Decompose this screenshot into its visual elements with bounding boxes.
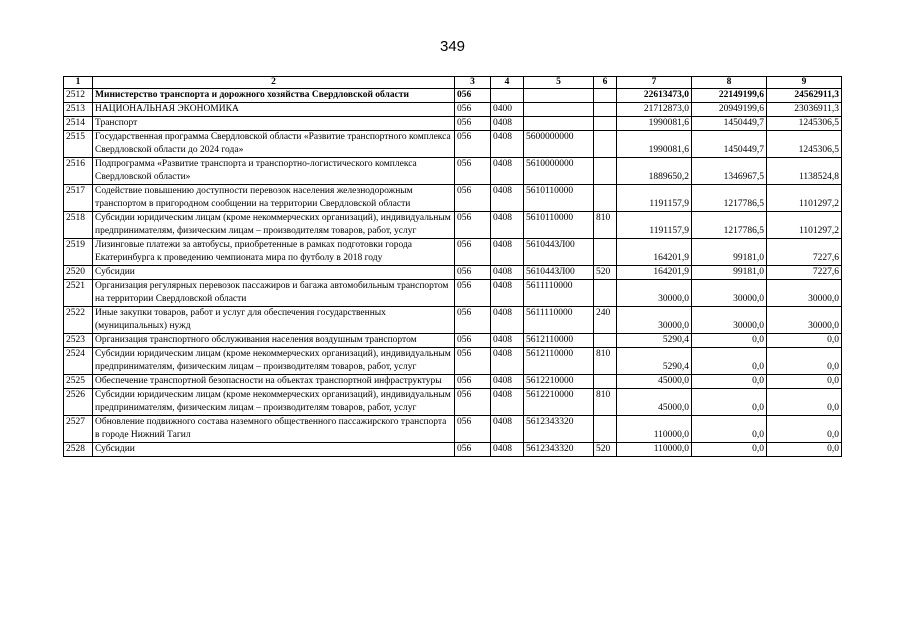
amount-col-9: 1101297,2: [767, 212, 842, 239]
budget-table: [63, 76, 842, 457]
section-code: 0408: [491, 131, 524, 158]
section-code: 0408: [491, 280, 524, 307]
expense-type-code: [594, 280, 617, 307]
column-header: 5: [524, 77, 594, 89]
row-number: 2527: [64, 416, 93, 443]
target-article-code: 561044ЗЛ00: [524, 266, 594, 280]
amount-col-8: 30000,0: [692, 280, 767, 307]
amount-col-7: 30000,0: [617, 280, 692, 307]
expense-type-code: 520: [594, 266, 617, 280]
amount-col-8: 22149199,6: [692, 89, 767, 103]
table-row: [64, 185, 842, 212]
amount-col-7: 164201,9: [617, 266, 692, 280]
target-article-code: 5612210000: [524, 389, 594, 416]
admin-code: 056: [455, 348, 491, 375]
admin-code: 056: [455, 266, 491, 280]
amount-col-9: 30000,0: [767, 280, 842, 307]
section-code: 0408: [491, 185, 524, 212]
amount-col-7: 1990081,6: [617, 117, 692, 131]
row-number: 2520: [64, 266, 93, 280]
amount-col-8: 1217786,5: [692, 185, 767, 212]
amount-col-9: 1138524,8: [767, 158, 842, 185]
row-number: 2514: [64, 117, 93, 131]
expense-type-code: [594, 416, 617, 443]
expense-type-code: [594, 334, 617, 348]
row-description: Обновление подвижного состава наземного общественного пассажирского транспорта в городе Нижний Тагил: [93, 416, 455, 443]
expense-type-code: [594, 375, 617, 389]
section-code: 0408: [491, 443, 524, 457]
admin-code: 056: [455, 375, 491, 389]
admin-code: 056: [455, 443, 491, 457]
row-description: Министерство транспорта и дорожного хозяйства Свердловской области: [93, 89, 455, 103]
target-article-code: 5611110000: [524, 280, 594, 307]
section-code: 0408: [491, 389, 524, 416]
expense-type-code: 810: [594, 348, 617, 375]
target-article-code: [524, 89, 594, 103]
row-description: Субсидии юридическим лицам (кроме некоммерческих организаций), индивидуальным предпринимателям, физическим лицам – производителям товаров, работ, услуг: [93, 348, 455, 375]
amount-col-7: 21712873,0: [617, 103, 692, 117]
row-description: Содействие повышению доступности перевозок населения железнодорожным транспортом в пригородном сообщении на территории Свердловской области: [93, 185, 455, 212]
expense-type-code: 810: [594, 389, 617, 416]
admin-code: 056: [455, 117, 491, 131]
amount-col-8: 0,0: [692, 389, 767, 416]
admin-code: 056: [455, 416, 491, 443]
table-row: [64, 158, 842, 185]
expense-type-code: [594, 117, 617, 131]
amount-col-9: 23036911,3: [767, 103, 842, 117]
row-description: НАЦИОНАЛЬНАЯ ЭКОНОМИКА: [93, 103, 455, 117]
row-description: Организация транспортного обслуживания населения воздушным транспортом: [93, 334, 455, 348]
target-article-code: [524, 117, 594, 131]
amount-col-9: 0,0: [767, 348, 842, 375]
section-code: 0408: [491, 266, 524, 280]
row-number: 2512: [64, 89, 93, 103]
admin-code: 056: [455, 185, 491, 212]
section-code: 0408: [491, 334, 524, 348]
amount-col-8: 1346967,5: [692, 158, 767, 185]
row-description: Субсидии юридическим лицам (кроме некоммерческих организаций), индивидуальным предпринимателям, физическим лицам – производителям товаров, работ, услуг: [93, 389, 455, 416]
section-code: 0408: [491, 416, 524, 443]
row-number: 2523: [64, 334, 93, 348]
amount-col-9: 0,0: [767, 443, 842, 457]
amount-col-9: 0,0: [767, 375, 842, 389]
admin-code: 056: [455, 239, 491, 266]
amount-col-8: 0,0: [692, 416, 767, 443]
amount-col-9: 0,0: [767, 416, 842, 443]
row-number: 2513: [64, 103, 93, 117]
section-code: 0408: [491, 117, 524, 131]
amount-col-8: 20949199,6: [692, 103, 767, 117]
table-row: [64, 375, 842, 389]
table-header-row: [64, 77, 842, 89]
amount-col-8: 99181,0: [692, 239, 767, 266]
row-number: 2526: [64, 389, 93, 416]
amount-col-8: 1450449,7: [692, 131, 767, 158]
amount-col-7: 164201,9: [617, 239, 692, 266]
table-row: [64, 389, 842, 416]
table-row: [64, 307, 842, 334]
table-row: [64, 131, 842, 158]
amount-col-8: 1450449,7: [692, 117, 767, 131]
column-header: 9: [767, 77, 842, 89]
expense-type-code: [594, 185, 617, 212]
amount-col-9: 30000,0: [767, 307, 842, 334]
target-article-code: 5612210000: [524, 375, 594, 389]
target-article-code: 561044ЗЛ00: [524, 239, 594, 266]
target-article-code: 5612343320: [524, 443, 594, 457]
target-article-code: 5610000000: [524, 158, 594, 185]
target-article-code: 5610110000: [524, 212, 594, 239]
admin-code: 056: [455, 131, 491, 158]
admin-code: 056: [455, 334, 491, 348]
amount-col-7: 1191157,9: [617, 212, 692, 239]
column-header: 4: [491, 77, 524, 89]
row-number: 2518: [64, 212, 93, 239]
amount-col-9: 0,0: [767, 389, 842, 416]
row-number: 2525: [64, 375, 93, 389]
page-number: 349: [439, 38, 466, 55]
expense-type-code: 240: [594, 307, 617, 334]
row-description: Субсидии: [93, 443, 455, 457]
amount-col-7: 1191157,9: [617, 185, 692, 212]
section-code: 0408: [491, 375, 524, 389]
section-code: [491, 89, 524, 103]
amount-col-9: 7227,6: [767, 239, 842, 266]
row-description: Подпрограмма «Развитие транспорта и транспортно-логистического комплекса Свердловской области»: [93, 158, 455, 185]
row-number: 2519: [64, 239, 93, 266]
admin-code: 056: [455, 89, 491, 103]
row-number: 2517: [64, 185, 93, 212]
amount-col-9: 1101297,2: [767, 185, 842, 212]
row-description: Лизинговые платежи за автобусы, приобретенные в рамках подготовки города Екатеринбурга к проведению чемпионата мира по футболу в 2018 году: [93, 239, 455, 266]
row-number: 2516: [64, 158, 93, 185]
row-description: Организация регулярных перевозок пассажиров и багажа автомобильным транспортом на территории Свердловской области: [93, 280, 455, 307]
row-number: 2521: [64, 280, 93, 307]
amount-col-9: 0,0: [767, 334, 842, 348]
row-number: 2515: [64, 131, 93, 158]
table-row: [64, 212, 842, 239]
expense-type-code: [594, 89, 617, 103]
target-article-code: 5612343320: [524, 416, 594, 443]
amount-col-7: 22613473,0: [617, 89, 692, 103]
row-description: Субсидии: [93, 266, 455, 280]
table-row: [64, 89, 842, 103]
table-row: [64, 266, 842, 280]
amount-col-8: 0,0: [692, 443, 767, 457]
amount-col-7: 5290,4: [617, 348, 692, 375]
expense-type-code: [594, 103, 617, 117]
admin-code: 056: [455, 389, 491, 416]
column-header: 7: [617, 77, 692, 89]
amount-col-7: 45000,0: [617, 389, 692, 416]
column-header: 1: [64, 77, 93, 89]
column-header: 8: [692, 77, 767, 89]
amount-col-7: 5290,4: [617, 334, 692, 348]
section-code: 0400: [491, 103, 524, 117]
amount-col-7: 1990081,6: [617, 131, 692, 158]
table-row: [64, 334, 842, 348]
column-header: 3: [455, 77, 491, 89]
target-article-code: 5610110000: [524, 185, 594, 212]
expense-type-code: [594, 131, 617, 158]
table-row: [64, 416, 842, 443]
amount-col-9: 7227,6: [767, 266, 842, 280]
table-row: [64, 103, 842, 117]
amount-col-9: 1245306,5: [767, 131, 842, 158]
row-number: 2524: [64, 348, 93, 375]
amount-col-8: 30000,0: [692, 307, 767, 334]
amount-col-7: 45000,0: [617, 375, 692, 389]
target-article-code: 5612110000: [524, 348, 594, 375]
amount-col-8: 0,0: [692, 348, 767, 375]
target-article-code: [524, 103, 594, 117]
table-row: [64, 280, 842, 307]
target-article-code: 5600000000: [524, 131, 594, 158]
expense-type-code: 810: [594, 212, 617, 239]
section-code: 0408: [491, 239, 524, 266]
target-article-code: 5611110000: [524, 307, 594, 334]
expense-type-code: [594, 158, 617, 185]
section-code: 0408: [491, 212, 524, 239]
section-code: 0408: [491, 158, 524, 185]
row-description: Субсидии юридическим лицам (кроме некоммерческих организаций), индивидуальным предпринимателям, физическим лицам – производителям товаров, работ, услуг: [93, 212, 455, 239]
row-description: Обеспечение транспортной безопасности на объектах транспортной инфраструктуры: [93, 375, 455, 389]
amount-col-8: 99181,0: [692, 266, 767, 280]
column-header: 6: [594, 77, 617, 89]
table-row: [64, 117, 842, 131]
row-number: 2528: [64, 443, 93, 457]
table-row: [64, 443, 842, 457]
table-row: [64, 348, 842, 375]
amount-col-8: 1217786,5: [692, 212, 767, 239]
amount-col-9: 24562911,3: [767, 89, 842, 103]
expense-type-code: [594, 239, 617, 266]
amount-col-8: 0,0: [692, 334, 767, 348]
amount-col-7: 110000,0: [617, 443, 692, 457]
admin-code: 056: [455, 307, 491, 334]
row-description: Транспорт: [93, 117, 455, 131]
row-description: Иные закупки товаров, работ и услуг для обеспечения государственных (муниципальных) нужд: [93, 307, 455, 334]
column-header: 2: [93, 77, 455, 89]
section-code: 0408: [491, 348, 524, 375]
row-description: Государственная программа Свердловской области «Развитие транспортного комплекса Свердловской области до 2024 года»: [93, 131, 455, 158]
target-article-code: 5612110000: [524, 334, 594, 348]
table-row: [64, 239, 842, 266]
admin-code: 056: [455, 280, 491, 307]
row-number: 2522: [64, 307, 93, 334]
section-code: 0408: [491, 307, 524, 334]
admin-code: 056: [455, 103, 491, 117]
expense-type-code: 520: [594, 443, 617, 457]
amount-col-7: 1889650,2: [617, 158, 692, 185]
amount-col-9: 1245306,5: [767, 117, 842, 131]
amount-col-7: 110000,0: [617, 416, 692, 443]
amount-col-8: 0,0: [692, 375, 767, 389]
amount-col-7: 30000,0: [617, 307, 692, 334]
admin-code: 056: [455, 158, 491, 185]
admin-code: 056: [455, 212, 491, 239]
